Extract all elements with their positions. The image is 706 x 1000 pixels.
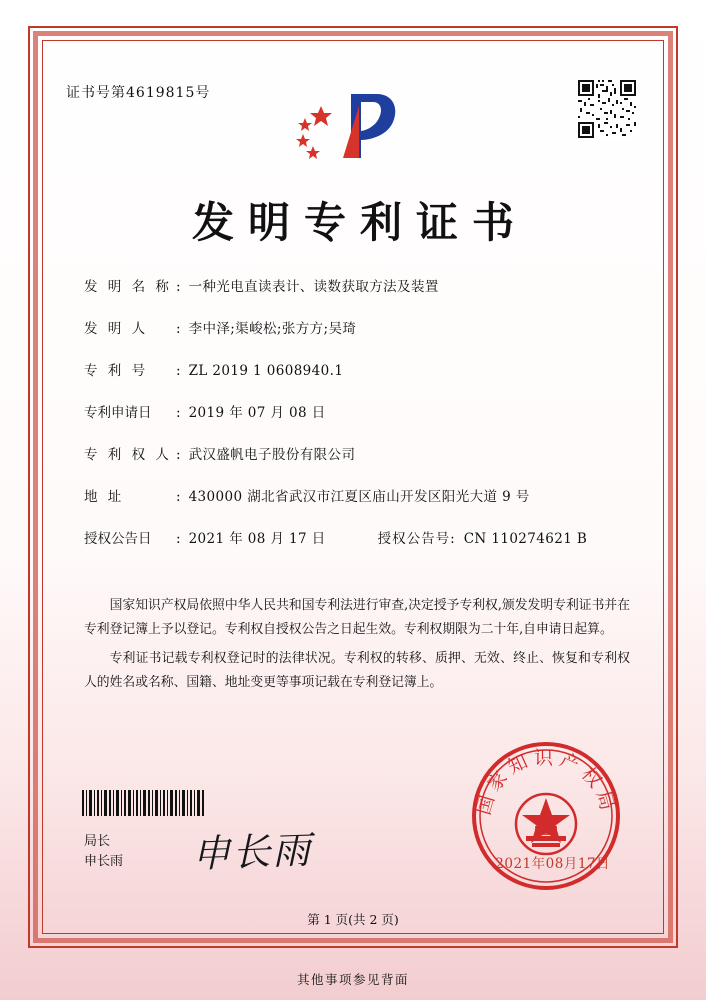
field-row-application-date — [84, 401, 636, 421]
cnipa-logo-icon — [273, 88, 433, 166]
footnote: 其他事项参见背面 — [296, 972, 409, 987]
field-row-inventors — [84, 317, 636, 337]
field-row-address — [84, 485, 636, 505]
seal-date: 2021年08月17日 — [495, 856, 610, 872]
field-row-invention-name — [84, 275, 636, 295]
field-label-announcement-number: 授权公告号: — [377, 531, 456, 547]
field-label: 专利申请日 — [84, 405, 152, 421]
page-number: 第 1 页(共 2 页) — [307, 912, 399, 927]
field-separator: : — [176, 363, 181, 379]
field-list — [84, 275, 636, 569]
field-label: 地 址 — [84, 489, 125, 505]
field-label: 授权公告日 — [84, 531, 152, 547]
legal-text — [84, 594, 630, 701]
legal-paragraph-1: 国家知识产权局依照中华人民共和国专利法进行审查,决定授予专利权,颁发发明专利证书并在专利登记簿上予以登记。专利权自授权公告之日起生效。专利权期限为二十年,自申请日起算。 — [84, 598, 630, 637]
barcode-icon — [82, 790, 206, 816]
field-row-grant-announcement — [84, 527, 636, 547]
field-value: ZL 2019 1 0608940.1 — [188, 363, 344, 379]
field-separator: : — [176, 489, 181, 505]
field-value: 武汉盛帆电子股份有限公司 — [188, 447, 356, 463]
field-value: 一种光电直读表计、读数获取方法及装置 — [188, 279, 439, 295]
handwritten-signature: 申长雨 — [191, 827, 313, 877]
field-label: 专 利 权 人 — [84, 447, 172, 463]
field-value: 李中泽;渠峻松;张方方;吴琦 — [188, 321, 357, 337]
qr-code-icon — [576, 78, 638, 140]
field-separator: : — [176, 279, 181, 295]
field-label: 发 明 人 — [84, 321, 149, 337]
field-label: 发 明 名 称 — [84, 279, 172, 295]
certificate-content — [42, 40, 664, 934]
field-value-announcement-number: CN 110274621 B — [463, 531, 588, 547]
signature-block — [84, 832, 123, 872]
field-row-patentee — [84, 443, 636, 463]
field-value: 2021 年 08 月 17 日 — [188, 531, 326, 547]
certificate-number: 证书号第4619815号 — [66, 85, 211, 101]
field-separator: : — [176, 321, 181, 337]
field-value: 430000 湖北省武汉市江夏区庙山开发区阳光大道 9 号 — [188, 489, 530, 505]
field-separator: : — [176, 447, 181, 463]
director-title-label: 局长 — [84, 833, 111, 849]
field-value: 2019 年 07 月 08 日 — [188, 405, 326, 421]
svg-text:国家知识产权局: 国家知识产权局 — [472, 747, 620, 818]
legal-paragraph-2: 专利证书记载专利权登记时的法律状况。专利权的转移、质押、无效、终止、恢复和专利权人的姓名或名称、国籍、地址变更等事项记载在专利登记簿上。 — [84, 651, 630, 691]
field-label: 专 利 号 — [84, 363, 149, 379]
field-row-patent-number — [84, 359, 636, 379]
field-separator: : — [176, 531, 181, 547]
document-title: 发明专利证书 — [191, 198, 528, 247]
field-separator: : — [176, 405, 181, 421]
director-name-label: 申长雨 — [84, 853, 124, 869]
